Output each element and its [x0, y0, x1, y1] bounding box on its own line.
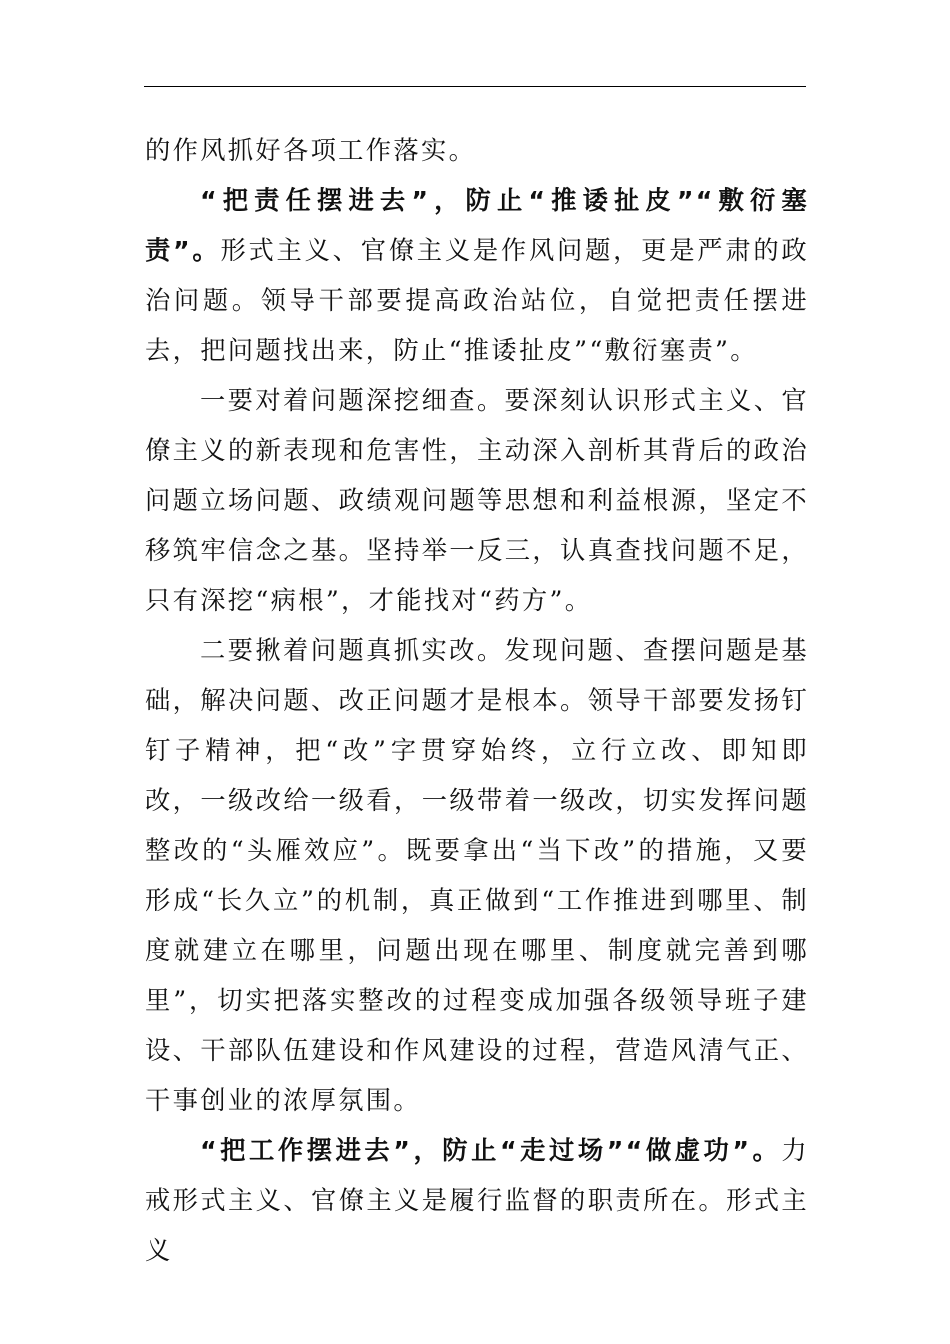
paragraph-dig-deep: 一要对着问题深挖细查。要深刻认识形式主义、官僚主义的新表现和危害性，主动深入剖析其背后的政治问题立场问题、政绩观问题等思想和利益根源，坚定不移筑牢信念之基。坚持举一反三，认真查找问题不足，只有深挖“病根”，才能找对“药方”。	[145, 386, 809, 615]
paragraph-body: 力戒形式主义、官僚主义是履行监督的职责所在。形式主义	[145, 1136, 809, 1265]
paragraph-work	[145, 1126, 809, 1276]
paragraph-body: 形式主义、官僚主义是作风问题，更是严肃的政治问题。领导干部要提高政治站位，自觉把责任摆进去，把问题找出来，防止“推诿扯皮”“敷衍塞责”。	[145, 236, 809, 365]
paragraph-heading: “把责任摆进去”，防止“推诿扯皮”“敷衍塞责”。	[145, 186, 809, 265]
body-text	[145, 126, 809, 1276]
paragraph-heading: “把工作摆进去”，防止“走过场”“做虚功”。	[200, 1136, 782, 1165]
paragraph-continuation: 的作风抓好各项工作落实。	[145, 136, 477, 165]
paragraph-rectify: 二要揪着问题真抓实改。发现问题、查摆问题是基础，解决问题、改正问题才是根本。领导干部要发扬钉钉子精神，把“改”字贯穿始终，立行立改、即知即改，一级改给一级看，一级带着一级改，切实发挥问题整改的“头雁效应”。既要拿出“当下改”的措施，又要形成“长久立”的机制，真正做到“工作推进到哪里、制度就建立在哪里，问题出现在哪里、制度就完善到哪里”，切实把落实整改的过程变成加强各级领导班子建设、干部队伍建设和作风建设的过程，营造风清气正、干事创业的浓厚氛围。	[145, 636, 809, 1115]
paragraph-responsibility	[145, 176, 809, 376]
header-rule	[144, 86, 806, 87]
